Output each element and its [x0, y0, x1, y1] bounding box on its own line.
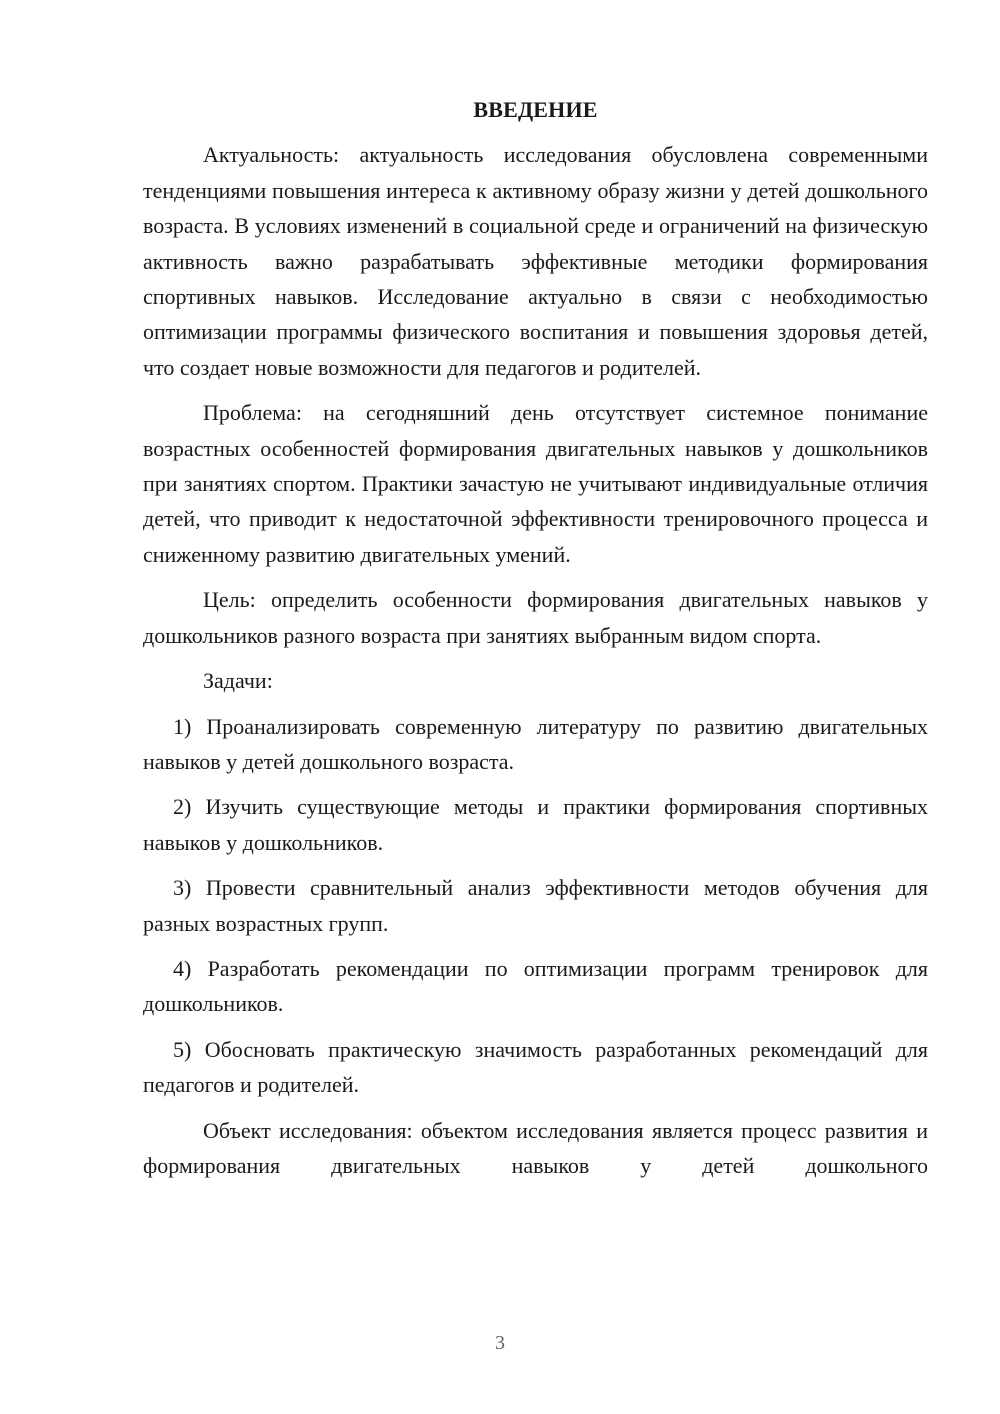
task-item-5: 5) Обосновать практическую значимость разработанных рекомендаций для педагогов и родителей. — [143, 1036, 928, 1098]
task-item-2: 2) Изучить существующие методы и практики формирования спортивных навыков у дошкольников. — [143, 794, 928, 855]
task-item-1: 1) Проанализировать современную литературу по развитию двигательных навыков у детей дошкольного возраста. — [143, 713, 928, 774]
problem-paragraph: Проблема: на сегодняшний день отсутствует системное понимание возрастных особенностей формирования двигательных навыков у дошкольников при занятиях спортом. Практики зачастую не учитывают индивидуальные отличия детей, что приводит к недостаточной эффективности тренировочного процесса и сниженному развитию двигательных умений. — [143, 400, 928, 567]
object-paragraph: Объект исследования: объектом исследования является процесс развития и формирования двигательных навыков у детей дошкольного — [143, 1117, 928, 1178]
relevance-paragraph: Актуальность: актуальность исследования обусловлена современными тенденциями повышения интереса к активному образу жизни у детей дошкольного возраста. В условиях изменений в социальной среде и ограничений на физическую активность важно разрабатывать эффективные методики формирования спортивных навыков. Исследование актуально в связи с необходимостью оптимизации программы физического воспитания и повышения здоровья детей, что создает новые возможности для педагогов и родителей. — [143, 142, 928, 380]
tasks-heading: Задачи: — [203, 668, 273, 694]
goal-paragraph: Цель: определить особенности формирования двигательных навыков у дошкольников разного возраста при занятиях выбранным видом спорта. — [143, 587, 928, 648]
task-item-4: 4) Разработать рекомендации по оптимизации программ тренировок для дошкольников. — [143, 955, 928, 1017]
document-page — [143, 92, 928, 1183]
page-number: 3 — [495, 1332, 505, 1354]
section-title: ВВЕДЕНИЕ — [473, 97, 598, 122]
task-item-3: 3) Провести сравнительный анализ эффективности методов обучения для разных возрастных групп. — [143, 875, 928, 936]
